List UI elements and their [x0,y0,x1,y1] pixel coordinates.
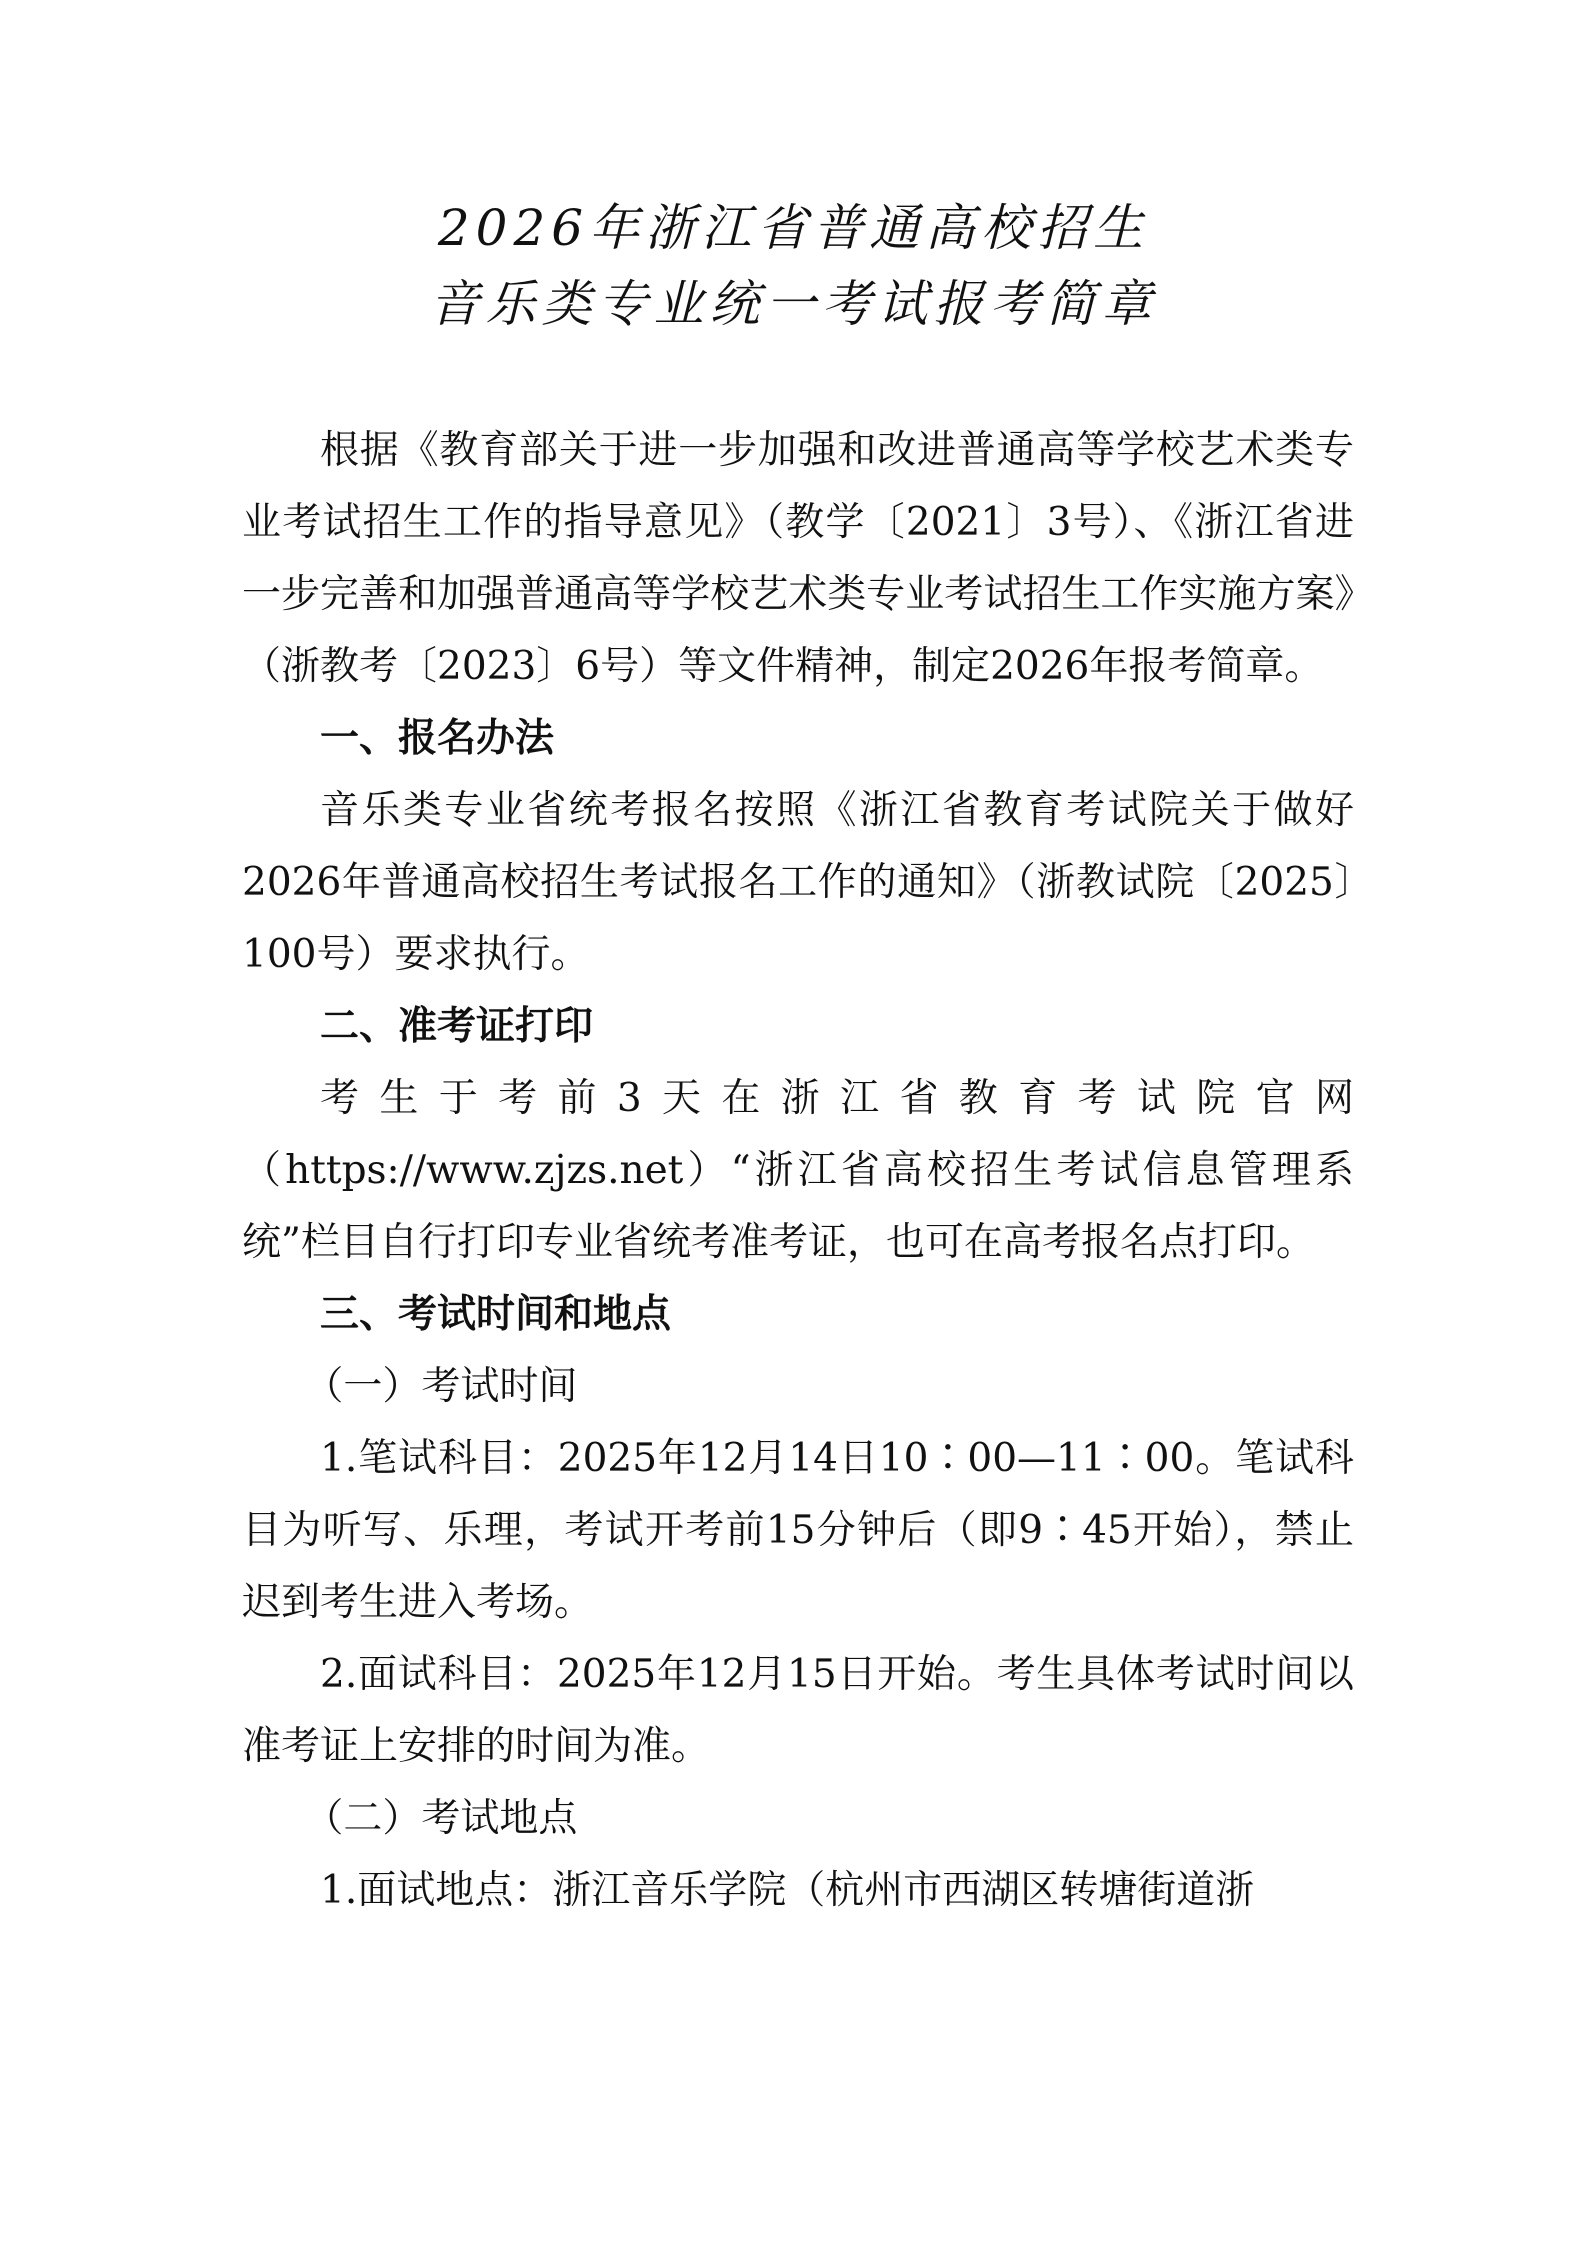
document-title [0,190,1587,342]
registration-paragraph: 音乐类专业省统考报名按照《浙江省教育考试院关于做好2026年普通高校招生考试报名工作的通知》（浙教试院〔2025〕100号）要求执行。 [242,788,1354,977]
subheading-exam-location: （二）考试地点 [304,1796,578,1841]
title-line-1: 2026年浙江省普通高校招生 [437,199,1150,257]
interview-location-paragraph: 1.面试地点：浙江音乐学院（杭州市西湖区转塘街道浙 [320,1868,1255,1913]
interview-exam-paragraph: 2.面试科目：2025年12月15日开始。考生具体考试时间以准考证上安排的时间为准。 [242,1652,1354,1769]
section-heading-admission-ticket: 二、准考证打印 [320,1004,594,1049]
title-line-2: 音乐类专业统一考试报考简章 [429,275,1158,333]
section-heading-time-location: 三、考试时间和地点 [320,1292,672,1337]
document-body [242,415,1354,1927]
section-heading-registration: 一、报名办法 [320,716,555,761]
intro-paragraph: 根据《教育部关于进一步加强和改进普通高等学校艺术类专业考试招生工作的指导意见》（教学〔2021〕3号）、《浙江省进一步完善和加强普通高等学校艺术类专业考试招生工作实施方案》（浙教考〔2023〕6号）等文件精神，制定2026年报考简章。 [242,428,1354,689]
subheading-exam-time: （一）考试时间 [304,1364,578,1409]
admission-ticket-paragraph: 考生于考前3天在浙江省教育考试院官网（https://www.zjzs.net）“浙江省高校招生考试信息管理系统”栏目自行打印专业省统考准考证，也可在高考报名点打印。 [242,1076,1354,1265]
written-exam-paragraph: 1.笔试科目：2025年12月14日10∶00—11∶00。笔试科目为听写、乐理，考试开考前15分钟后（即9∶45开始），禁止迟到考生进入考场。 [242,1436,1354,1625]
